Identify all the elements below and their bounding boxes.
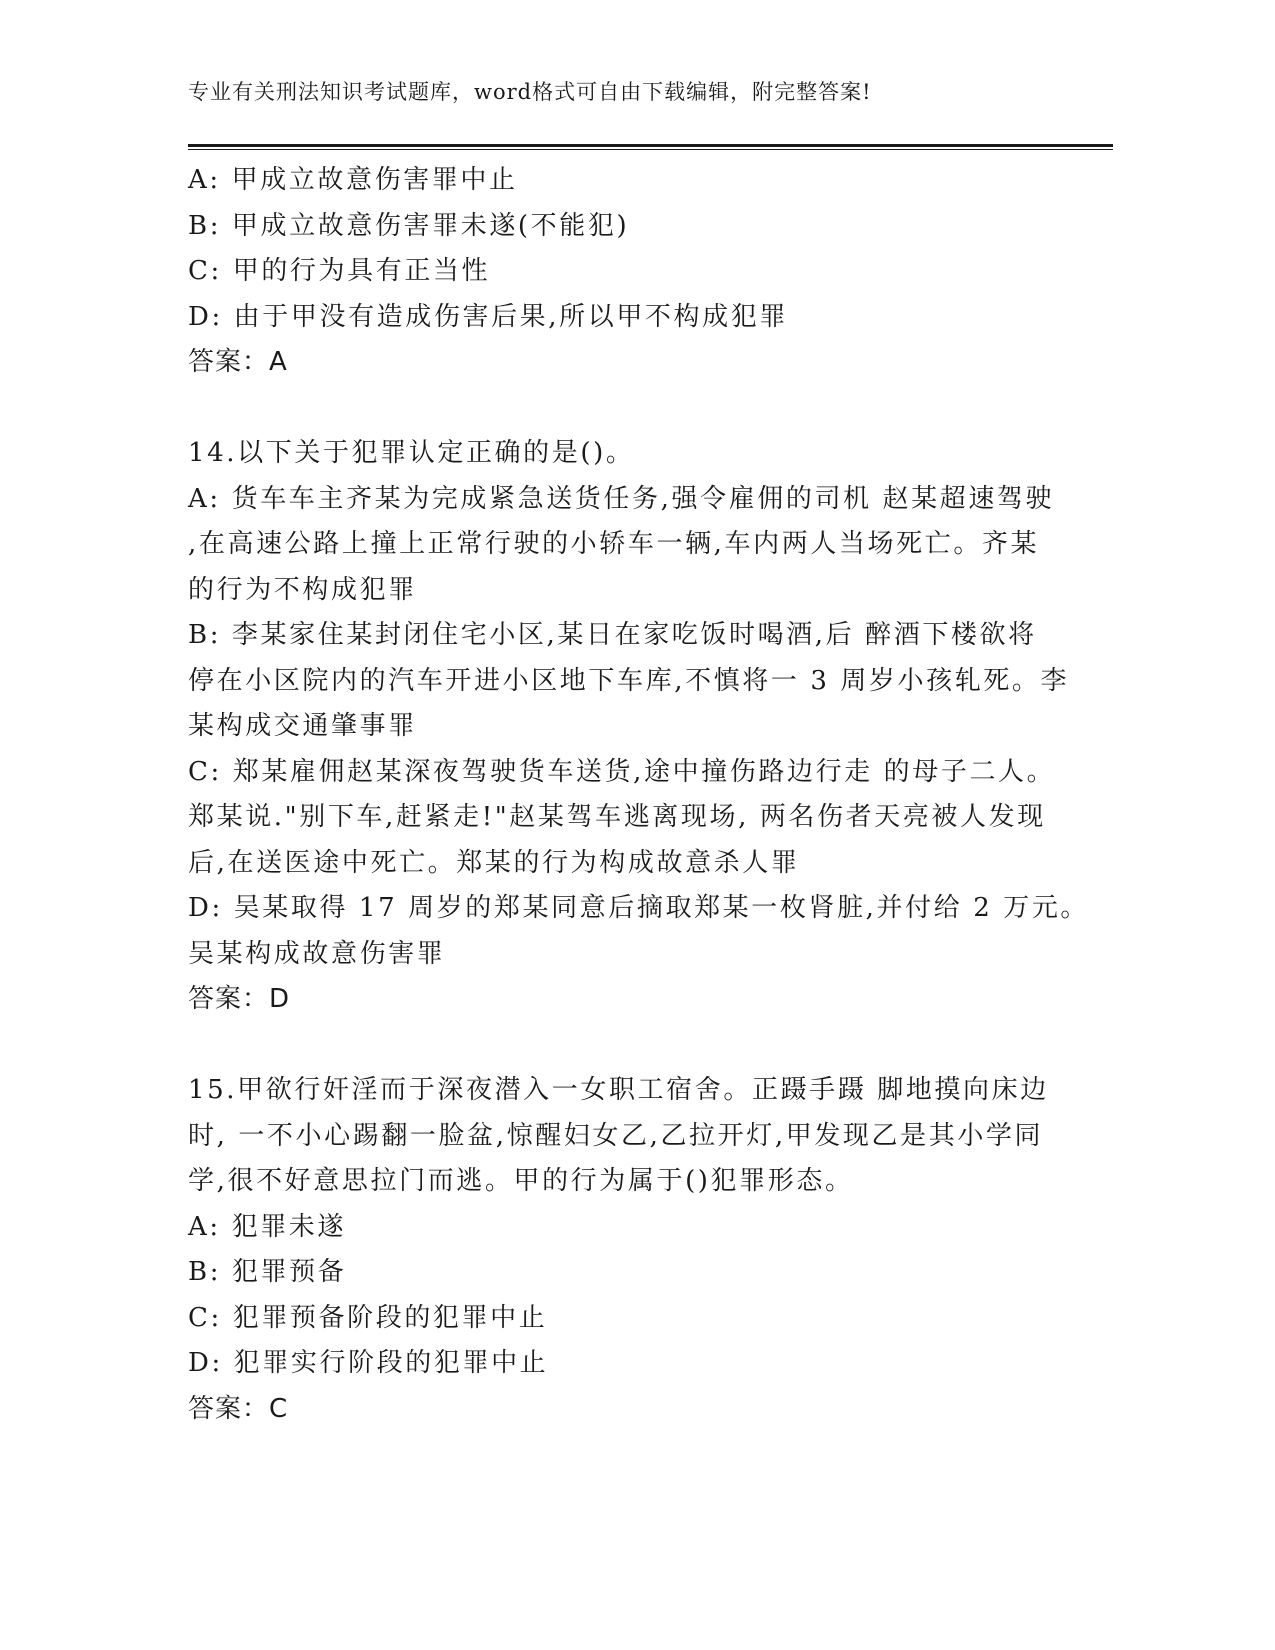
- q13-option-b: B: 甲成立故意伤害罪未遂(不能犯): [188, 210, 630, 241]
- q15-option-a: A: 犯罪未遂: [188, 1211, 347, 1242]
- q14-option-c-line-2: 郑某说."别下车,赶紧走!"赵某驾车逃离现场, 两名伤者天亮被人发现: [188, 802, 1046, 832]
- spacer: [188, 1023, 1088, 1069]
- q13-option-c: C: 甲的行为具有正当性: [188, 256, 491, 286]
- question-15: [188, 1068, 1088, 1432]
- q14-option-a-line-2: ,在高速公路上撞上正常行驶的小轿车一辆,车内两人当场死亡。齐某: [188, 529, 1040, 559]
- q15-option-c: C: 犯罪预备阶段的犯罪中止: [188, 1302, 548, 1333]
- page-header: 专业有关刑法知识考试题库，word格式可自由下载编辑，附完整答案!: [188, 80, 872, 104]
- q14-option-b-line-3: 某构成交通肇事罪: [188, 711, 417, 741]
- q15-option-d: D: 犯罪实行阶段的犯罪中止: [188, 1348, 549, 1378]
- q14-option-b-line-2: 停在小区院内的汽车开进小区地下车库,不慎将一 3 周岁小孩轧死。李: [188, 665, 1070, 696]
- q14-option-c-line-3: 后,在送医途中死亡。郑某的行为构成故意杀人罪: [188, 847, 800, 878]
- header-divider: [188, 144, 1113, 150]
- q14-option-a-line-1: A: 货车车主齐某为完成紧急送货任务,强令雇佣的司机 赵某超速驾驶: [188, 483, 1055, 514]
- question-13: [188, 158, 1088, 386]
- q13-option-a: A: 甲成立故意伤害罪中止: [188, 165, 518, 195]
- q15-stem-line-1: 15.甲欲行奸淫而于深夜潜入一女职工宿舍。正蹑手蹑 脚地摸向床边: [188, 1075, 1049, 1105]
- q13-answer: 答案：A: [188, 347, 288, 377]
- q14-option-d-line-1: D: 吴某取得 17 周岁的郑某同意后摘取郑某一枚肾脏,并付给 2 万元。: [188, 893, 1090, 923]
- q14-stem: 14.以下关于犯罪认定正确的是()。: [188, 438, 635, 468]
- q15-stem-line-2: 时, 一不小心踢翻一脸盆,惊醒妇女乙,乙拉开灯,甲发现乙是其小学同: [188, 1120, 1044, 1151]
- q14-option-d-line-2: 吴某构成故意伤害罪: [188, 938, 446, 969]
- q15-stem-line-3: 学,很不好意思拉门而逃。甲的行为属于()犯罪形态。: [188, 1166, 854, 1196]
- question-14: [188, 431, 1088, 1023]
- q14-answer: 答案：D: [188, 984, 291, 1014]
- q15-option-b: B: 犯罪预备: [188, 1257, 347, 1287]
- spacer: [188, 386, 1088, 432]
- q14-option-c-line-1: C: 郑某雇佣赵某深夜驾驶货车送货,途中撞伤路边行走 的母子二人。: [188, 756, 1056, 787]
- q14-option-b-line-1: B: 李某家住某封闭住宅小区,某日在家吃饭时喝酒,后 醉酒下楼欲将: [188, 620, 1037, 650]
- header-divider-thin: [188, 149, 1113, 150]
- q13-option-d: D: 由于甲没有造成伤害后果,所以甲不构成犯罪: [188, 301, 788, 332]
- question-content: [188, 158, 1088, 1432]
- header-divider-thick: [188, 144, 1113, 147]
- q14-option-a-line-3: 的行为不构成犯罪: [188, 574, 417, 605]
- q15-answer: 答案：C: [188, 1393, 289, 1424]
